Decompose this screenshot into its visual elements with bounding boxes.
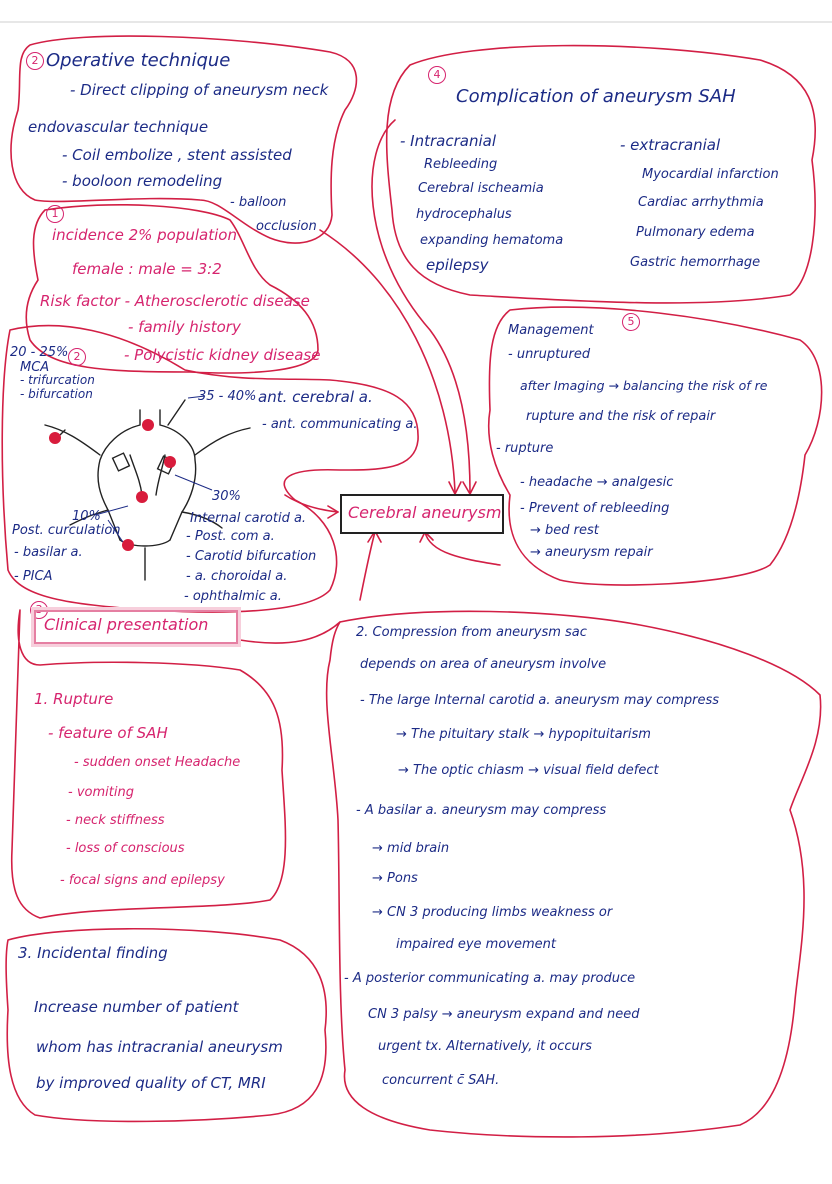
aneurysm-dot — [142, 419, 154, 431]
complication-subheading: - Intracranial — [400, 132, 496, 150]
section-number: 3 — [30, 601, 48, 619]
management-line: → aneurysm repair — [530, 545, 653, 560]
vessel-percent: 10% — [72, 509, 101, 524]
compression-line: → Pons — [372, 871, 418, 886]
complication-item: Myocardial infarction — [642, 167, 779, 182]
section-number: 2 — [26, 52, 44, 70]
management-line: - headache → analgesic — [520, 475, 674, 490]
complication-item: expanding hematoma — [420, 233, 564, 248]
vessel-label: Post. curculation — [12, 523, 121, 538]
aneurysm-dot — [136, 491, 148, 503]
incidental-line: by improved quality of CT, MRI — [36, 1074, 266, 1092]
operative-line: - Coil embolize , stent assisted — [62, 146, 292, 164]
aneurysm-dot — [164, 456, 176, 468]
complication-item: Pulmonary edema — [636, 225, 755, 240]
vessel-label: - ant. communicating a. — [262, 417, 418, 432]
vessel-label: - trifurcation — [20, 373, 95, 387]
management-heading: Management — [508, 323, 594, 338]
vessel-label: - basilar a. — [14, 545, 83, 560]
clinical-item: - neck stiffness — [66, 813, 165, 828]
arrow-from-complication — [372, 120, 470, 492]
management-line: - unruptured — [508, 347, 591, 362]
management-line: → bed rest — [530, 523, 599, 538]
vessel-label: MCA — [20, 360, 50, 375]
management-line: rupture and the risk of repair — [526, 409, 716, 424]
clinical-item: - vomiting — [68, 785, 134, 800]
complication-item: hydrocephalus — [416, 207, 512, 222]
clinical-item: - focal signs and epilepsy — [60, 873, 225, 888]
complication-item: epilepsy — [426, 256, 489, 274]
risk-factor-line: - Polycistic kidney disease — [124, 346, 321, 364]
clinical-line: - feature of SAH — [48, 724, 168, 742]
compression-line: - A basilar a. aneurysm may compress — [356, 803, 607, 818]
risk-factor-line: Risk factor - Atherosclerotic disease — [40, 292, 310, 310]
vessel-label: - ophthalmic a. — [184, 589, 282, 604]
complication-item: Cardiac arrhythmia — [638, 195, 764, 210]
incidental-line: whom has intracranial aneurysm — [36, 1038, 283, 1056]
complication-heading: Complication of aneurysm SAH — [456, 86, 736, 107]
compression-heading: 2. Compression from aneurysm sac — [356, 625, 587, 640]
management-line: - rupture — [496, 441, 554, 456]
incidental-heading: 3. Incidental finding — [18, 944, 168, 962]
vessel-label: - bifurcation — [20, 387, 93, 401]
vessel-label: - Carotid bifurcation — [186, 549, 317, 564]
risk-factor-line: - family history — [128, 318, 241, 336]
complication-subheading: - extracranial — [620, 136, 721, 154]
vessel-label: - a. choroidal a. — [186, 569, 288, 584]
vessel-label: ant. cerebral a. — [258, 388, 373, 406]
compression-line: - A posterior communicating a. may produce — [344, 971, 636, 986]
rupture-heading: 1. Rupture — [34, 690, 114, 708]
operative-line: endovascular technique — [28, 118, 209, 136]
vessel-label: - PICA — [14, 569, 53, 584]
compression-line: impaired eye movement — [396, 937, 556, 952]
clinical-item: - sudden onset Headache — [74, 755, 241, 770]
arrow-from-management — [425, 532, 500, 565]
complication-item: Cerebral ischeamia — [418, 181, 544, 196]
incidence-line: incidence 2% population — [52, 226, 237, 244]
complication-item: Rebleeding — [424, 157, 498, 172]
outline-clinical-top — [240, 622, 340, 643]
compression-line: → The optic chiasm → visual field defect — [398, 763, 659, 778]
incidental-line: Increase number of patient — [34, 998, 239, 1016]
operative-line: - balloon — [230, 195, 287, 210]
management-line: - Prevent of rebleeding — [520, 501, 670, 516]
vessel-percent: 20 - 25% — [10, 345, 69, 360]
operative-line: - booloon remodeling — [62, 172, 223, 190]
compression-line: CN 3 palsy → aneurysm expand and need — [368, 1007, 640, 1022]
compression-line: → CN 3 producing limbs weakness or — [372, 905, 613, 920]
compression-line: concurrent c̄ SAH. — [382, 1073, 500, 1088]
vessel-percent: 30% — [212, 489, 241, 504]
section-number: 2 — [68, 348, 86, 366]
clinical-title: Clinical presentation — [44, 615, 209, 634]
vessel-label: - Post. com a. — [186, 529, 275, 544]
vessel-percent: 35 - 40% — [198, 389, 257, 404]
compression-line: → mid brain — [372, 841, 450, 856]
operative-line: - Direct clipping of aneurysm neck — [70, 81, 329, 99]
aneurysm-dot — [122, 539, 134, 551]
compression-line: urgent tx. Alternatively, it occurs — [378, 1039, 592, 1054]
compression-subheading: depends on area of aneurysm involve — [360, 657, 607, 672]
aneurysm-dot — [49, 432, 61, 444]
section-number: 1 — [46, 205, 64, 223]
operative-line: occlusion — [256, 219, 317, 234]
complication-item: Gastric hemorrhage — [630, 255, 761, 270]
operative-heading: Operative technique — [46, 50, 231, 71]
central-topic-title: Cerebral aneurysm — [348, 503, 502, 522]
section-number: 4 — [428, 66, 446, 84]
management-line: after Imaging → balancing the risk of re — [520, 378, 768, 393]
incidence-line: female : male = 3:2 — [72, 260, 222, 278]
vessel-label: Internal carotid a. — [190, 511, 307, 526]
clinical-item: - loss of conscious — [66, 841, 185, 856]
compression-line: → The pituitary stalk → hypopituitarism — [396, 727, 651, 742]
section-number: 5 — [622, 313, 640, 331]
compression-line: - The large Internal carotid a. aneurysm may compress — [360, 693, 720, 708]
